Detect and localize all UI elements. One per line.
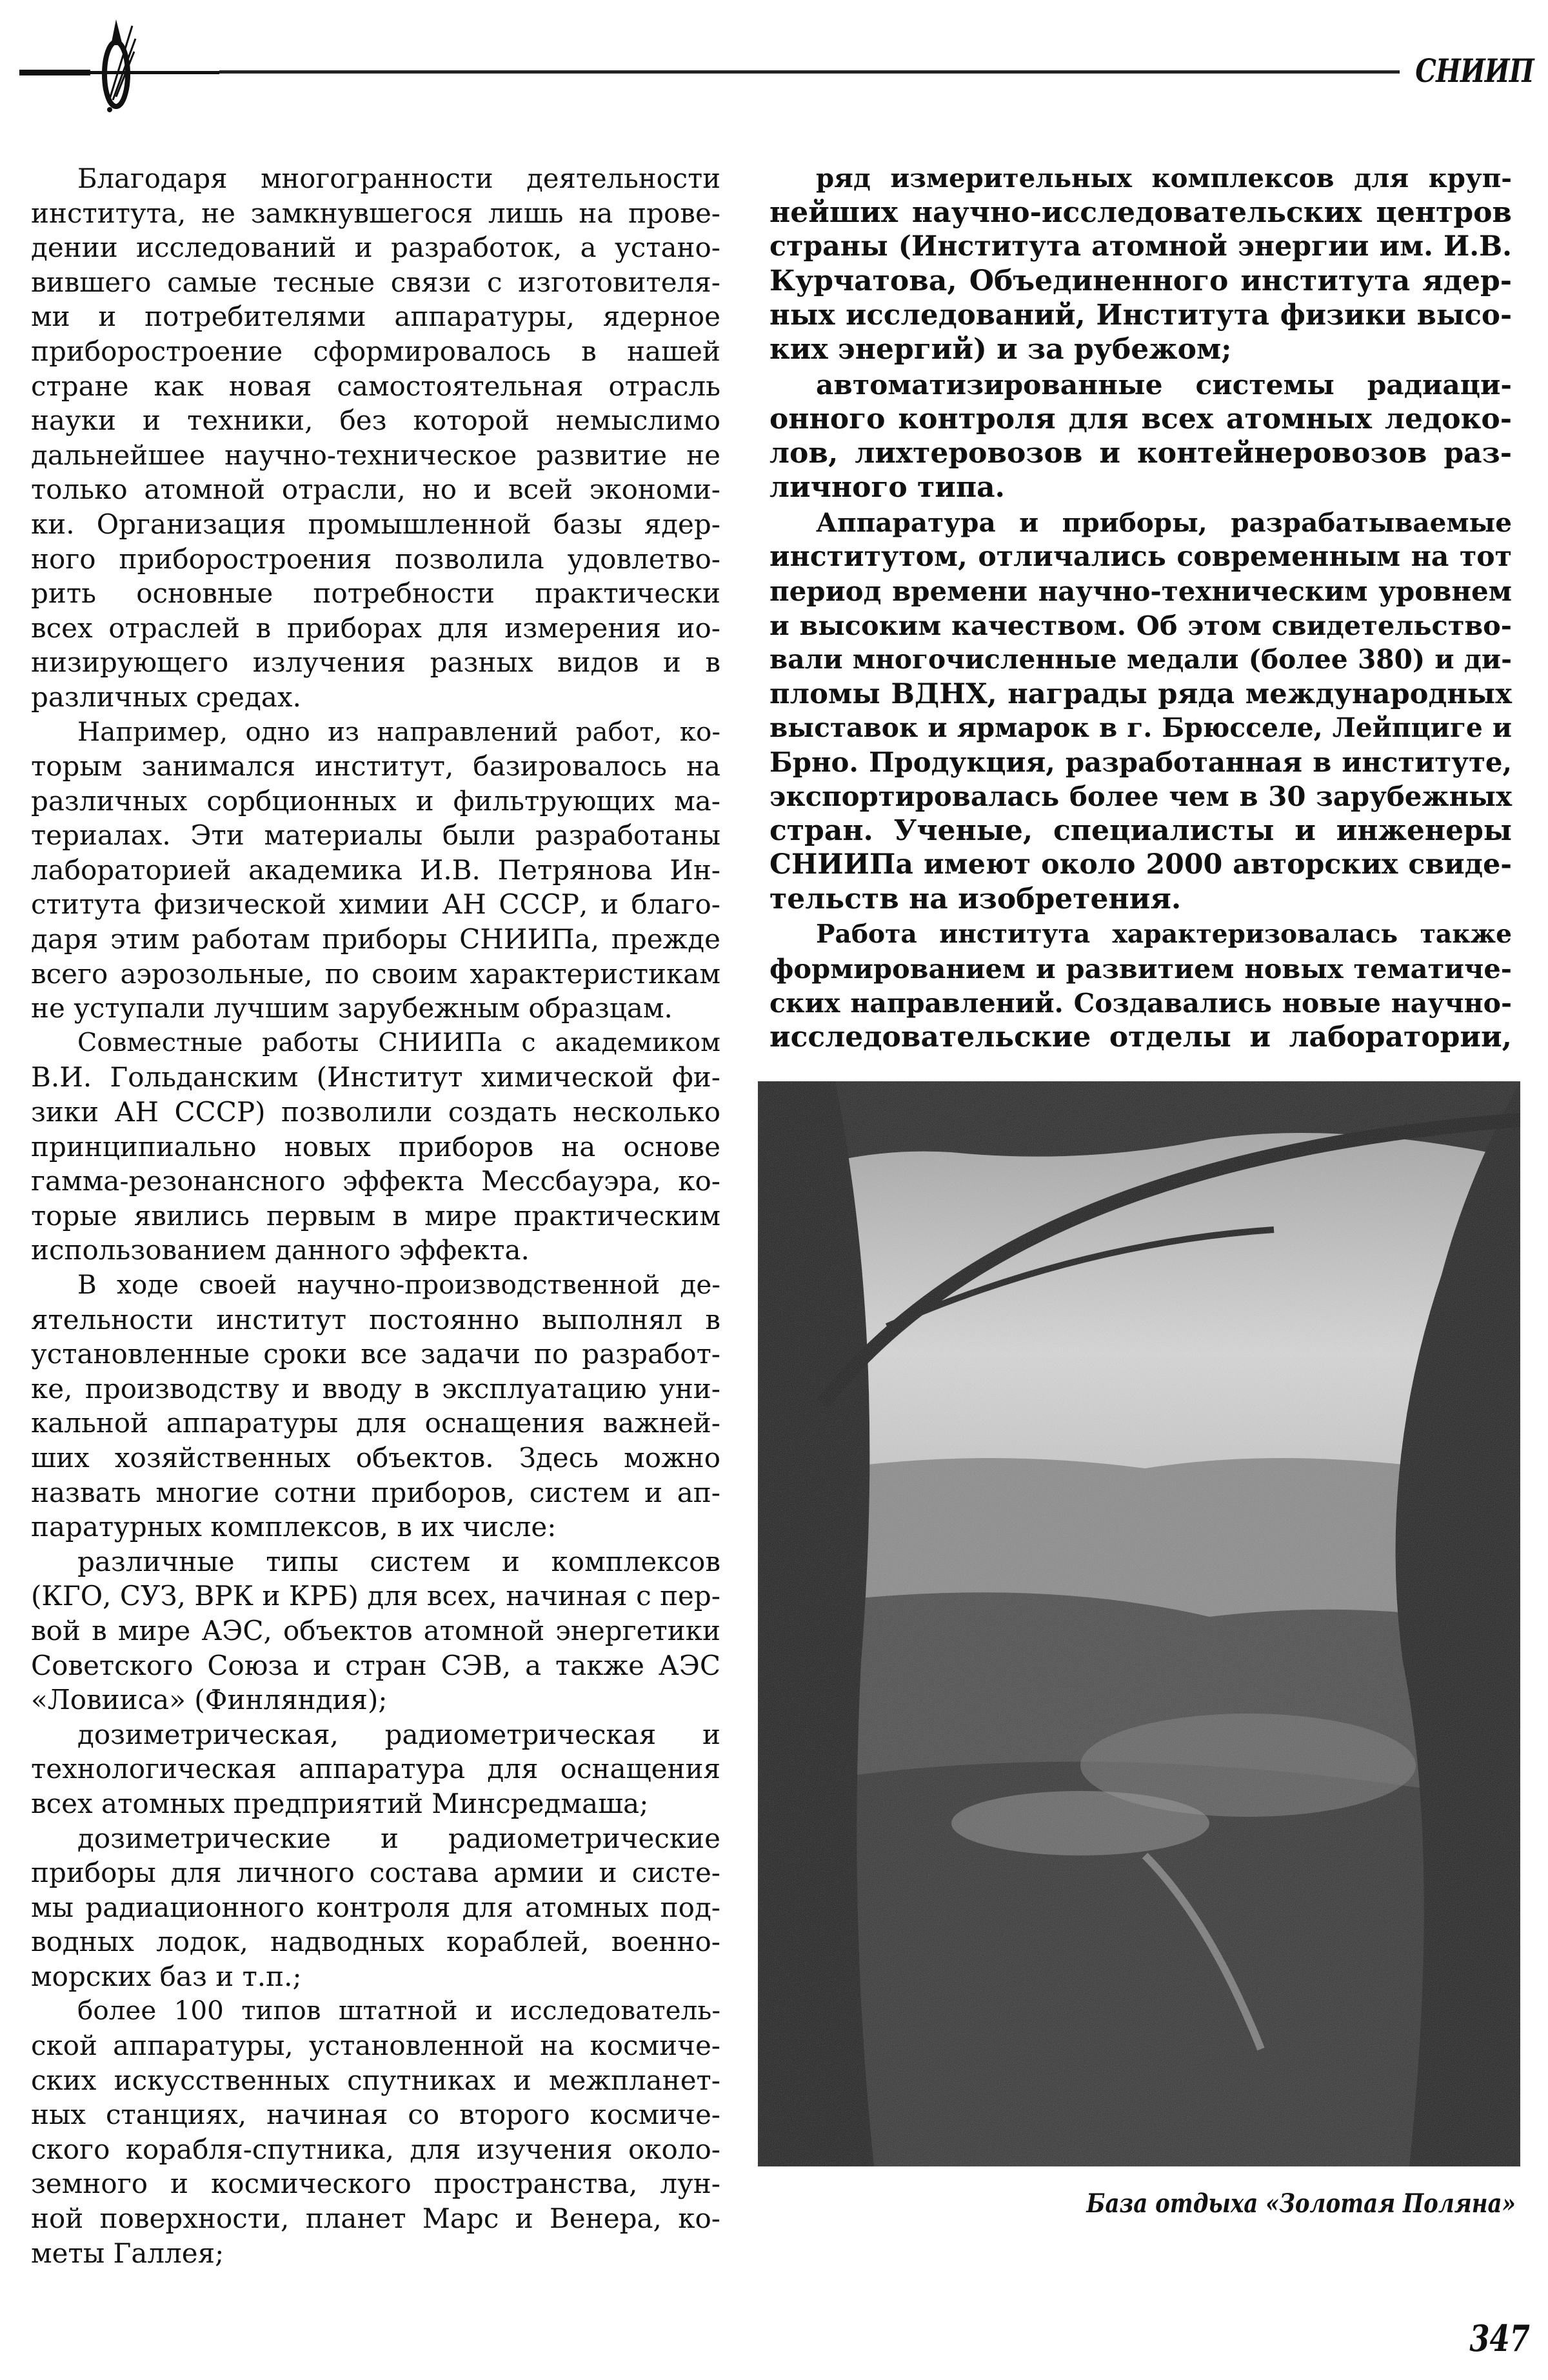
paragraph [31,1717,720,1821]
text-line: зики АН СССР) позволили создать несколько [31,1096,720,1128]
text-line: формированием и развитием новых тематиче- [769,953,1512,985]
text-line: ряд измерительных комплексов для круп- [816,163,1512,194]
paragraph [31,1821,720,1994]
text-line: паратурных комплексов, в их числе: [31,1511,557,1543]
paragraph [769,368,1512,505]
text-line: ститута физической химии АН СССР, и благо- [31,888,720,921]
text-line: ми и потребителями аппаратуры, ядерное [31,301,720,333]
text-line: нейших научно-исследовательских центров [769,196,1512,229]
text-line: приборостроение сформировалось в нашей [31,335,720,367]
text-line: и высоким качеством. Об этом свидетельство- [769,610,1512,641]
text-line: лабораторией академика И.В. Петрянова Ин- [31,854,720,886]
text-line: ки. Организация промышленной базы ядер- [31,508,720,540]
text-line: ных исследований, Института физики высо- [769,299,1512,332]
text-line: СНИИПа имеют около 2000 авторских свиде- [769,848,1512,881]
text-line: ских искусственных спутниках и межпланет- [31,2064,720,2096]
page-number: 347 [1469,2317,1530,2360]
text-line: дальнейшее научно-техническое развитие не [31,439,720,471]
text-line: морских баз и т.п.; [31,1960,302,1992]
text-line: институтом, отличались современным на тот [769,541,1512,573]
text-line: дении исследований и разработок, а устано- [31,232,720,264]
text-line: Благодаря многогранности деятельности [77,163,720,194]
text-line: стране как новая самостоятельная отрасль [31,370,720,402]
text-line: личного типа. [769,471,1005,504]
text-line: не уступали лучшим зарубежным образцам. [31,992,673,1025]
paragraph [31,715,720,1026]
text-line: приборы для личного состава армии и систе- [31,1857,720,1889]
text-line: Работа института характеризовалась также [816,919,1512,949]
text-line: всего аэрозольные, по своим характеристикам [31,957,720,990]
text-line: стран. Ученые, специалисты и инженеры [769,814,1512,847]
text-line: рить основные потребности практически [31,577,720,610]
text-line: ке, производству и вводу в эксплуатацию уни- [31,1372,720,1405]
text-line: Например, одно из направлений работ, ко- [77,715,720,747]
text-line: период времени научно-техническим уровнем [769,575,1512,607]
text-line: ных станциях, начиная со второго космиче- [31,2099,720,2131]
text-line: дозиметрическая, радиометрическая и [77,1718,720,1750]
text-line: дозиметрические и радиометрические [77,1822,720,1854]
paragraph [769,161,1512,366]
paragraph [31,1268,720,1545]
text-line: В.И. Гольданским (Институт химической фи- [31,1061,720,1094]
text-line: различных средах. [31,681,301,713]
text-line: гамма-резонансного эффекта Мессбауэра, ко- [31,1165,720,1197]
text-line: торые явились первым в мире практическим [31,1199,720,1232]
text-line: страны (Института атомной энергии им. И.В. [769,230,1512,263]
text-line: всех отраслей в приборах для измерения ио- [31,612,720,644]
text-line: низирующего излучения разных видов и в [31,646,720,679]
text-line: назвать многие сотни приборов, систем и ап- [31,1476,720,1508]
text-line: Аппаратура и приборы, разрабатываемые [816,507,1512,538]
text-line: (КГО, СУЗ, ВРК и КРБ) для всех, начиная с пер- [31,1580,720,1612]
text-line: вившего самые тесные связи с изготовителя- [31,266,720,298]
header-rule [219,70,1400,74]
institute-logo-icon [19,13,226,116]
text-line: Совместные работы СНИИПа с академиком [77,1027,720,1057]
text-line: экспортировалась более чем в 30 зарубежных [769,781,1512,812]
text-line: науки и техники, без которой немыслимо [31,405,720,437]
text-line: мы радиационного контроля для атомных под- [31,1891,720,1923]
text-line: различных сорбционных и фильтрующих ма- [31,785,720,817]
text-line: более 100 типов штатной и исследователь- [77,1995,720,2026]
paragraph [31,1026,720,1268]
text-line: принципиально новых приборов на основе [31,1130,720,1163]
text-line: даря этим работам приборы СНИИПа, прежде [31,923,720,955]
text-line: земного и космического пространства, лун- [31,2168,720,2200]
text-line: института, не замкнувшегося лишь на прове- [31,197,720,229]
text-line: водных лодок, надводных кораблей, военно- [31,1926,720,1958]
text-line: торым занимался институт, базировалось на [31,750,720,783]
text-line: использованием данного эффекта. [31,1234,530,1266]
text-line: териалах. Эти материалы были разработаны [31,819,720,852]
paragraph [769,917,1512,1054]
landscape-photo-icon [758,1081,1520,2166]
text-line: всех атомных предприятий Минсредмаша; [31,1787,649,1819]
photo-caption: База отдыха «Золотая Поляна» [1086,2188,1516,2219]
text-line: пломы ВДНХ, награды ряда международных [769,677,1512,710]
text-line: онного контроля для всех атомных ледоко- [769,403,1512,435]
text-line: меты Галлея; [31,2237,224,2269]
photo-golden-glade [758,1081,1520,2166]
text-line: ной поверхности, планет Марс и Венера, ко- [31,2203,720,2235]
right-text-column [769,161,1512,1054]
text-line: лов, лихтеровозов и контейнеровозов раз- [769,437,1512,470]
paragraph [31,161,720,715]
text-line: ского корабля-спутника, для изучения около- [31,2133,720,2165]
paragraph [769,506,1512,916]
text-line: исследовательские отделы и лаборатории, [769,1021,1512,1054]
text-line: вой в мире АЭС, объектов атомной энергетики [31,1614,720,1646]
text-line: только атомной отрасли, но и всей экономи- [31,474,720,506]
text-line: Советского Союза и стран СЭВ, а также АЭС [31,1649,720,1681]
text-line: ного приборостроения позволила удовлетво- [31,543,720,575]
text-line: установленные сроки все задачи по разработ- [31,1338,720,1370]
text-line: ятельности институт постоянно выполнял в [31,1303,720,1335]
paragraph [31,1545,720,1717]
text-line: выставок и ярмарок в г. Брюсселе, Лейпциге и [769,712,1512,743]
text-line: вали многочисленные медали (более 380) и ди- [769,644,1512,675]
running-head: СНИИП [1415,52,1534,90]
text-line: ской аппаратуры, установленной на космиче- [31,2030,720,2062]
text-line: ких энергий) и за рубежом; [769,333,1232,366]
paragraph [31,1994,720,2270]
text-line: различные типы систем и комплексов [77,1545,720,1577]
left-text-column [31,161,720,2270]
text-line: автоматизированные системы радиаци- [816,368,1512,401]
text-line: «Ловииса» (Финляндия); [31,1684,388,1716]
text-line: Брно. Продукция, разработанная в институте, [769,746,1512,778]
text-line: кальной аппаратуры для оснащения важней- [31,1407,720,1439]
text-line: Курчатова, Объединенного института ядер- [769,265,1512,297]
text-line: В ходе своей научно-производственной де- [77,1269,720,1300]
text-line: тельств на изобретения. [769,883,1182,915]
text-line: технологическая аппаратура для оснащения [31,1753,720,1785]
text-line: ших хозяйственных объектов. Здесь можно [31,1441,720,1474]
text-line: ских направлений. Создавались новые научно- [769,987,1512,1019]
